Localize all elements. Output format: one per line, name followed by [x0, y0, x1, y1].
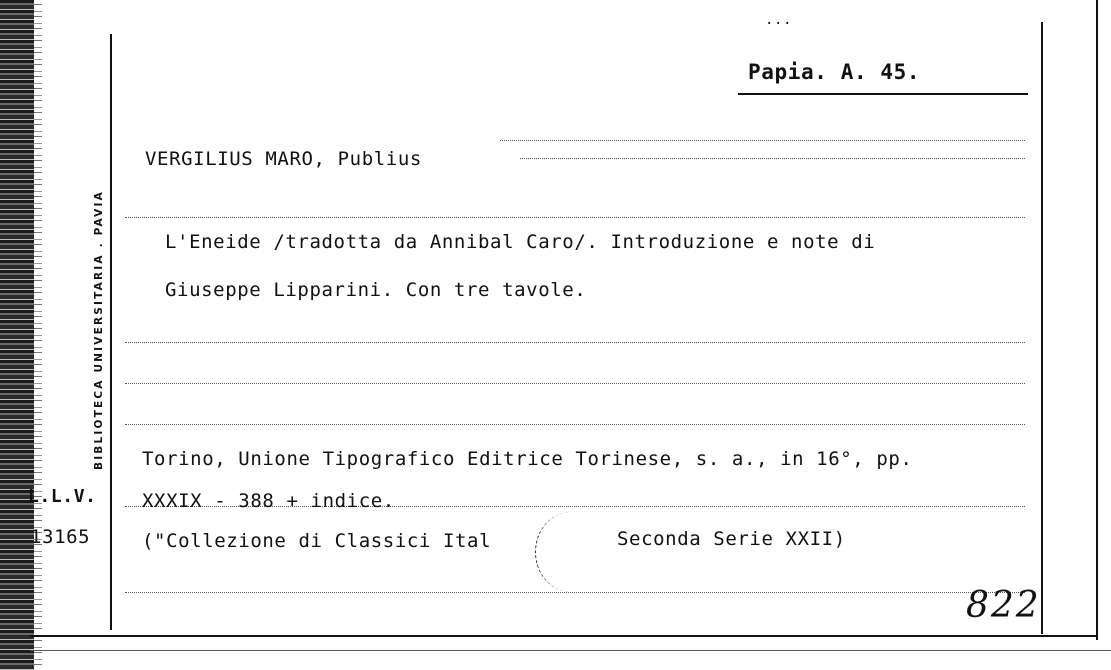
imprint-line-2: XXXIX - 388 + indice. — [142, 490, 395, 512]
author-heading: VERGILIUS MARO, Publius — [145, 148, 422, 170]
right-margin-line — [1041, 22, 1043, 634]
guide-line — [125, 342, 1025, 343]
bottom-line-2 — [30, 650, 1111, 651]
left-code-2: 13165 — [30, 526, 91, 548]
left-margin-line — [110, 34, 112, 630]
handwritten-number: 822 — [966, 585, 1041, 626]
series-right: Seconda Serie XXII) — [617, 528, 846, 550]
shelfmark-underline — [738, 93, 1028, 95]
series-left: ("Collezione di Classici Ital — [142, 530, 492, 552]
guide-line — [520, 158, 1025, 159]
imprint-line-1: Torino, Unione Tipografico Editrice Torinese, s. a., in 16°, pp. — [142, 448, 913, 470]
guide-line — [125, 424, 1025, 425]
scanned-edge-inner — [34, 0, 42, 670]
guide-line — [125, 217, 1025, 218]
guide-line — [125, 592, 1025, 593]
title-line-2: Giuseppe Lipparini. Con tre tavole. — [165, 279, 587, 301]
top-marks: ... — [765, 12, 793, 28]
library-stamp: BIBLIOTECA UNIVERSITARIA . PAVIA — [93, 190, 105, 470]
scanned-edge — [0, 0, 34, 670]
shelfmark: Papia. A. 45. — [748, 60, 921, 84]
guide-line — [500, 140, 1025, 141]
left-code-1: L.L.V. — [28, 486, 97, 507]
bottom-line — [30, 635, 1096, 637]
stamp-mark — [535, 512, 606, 592]
right-edge-line — [1096, 0, 1098, 640]
title-line-1: L'Eneide /tradotta da Annibal Caro/. Introduzione e note di — [165, 231, 876, 253]
guide-line — [125, 383, 1025, 384]
